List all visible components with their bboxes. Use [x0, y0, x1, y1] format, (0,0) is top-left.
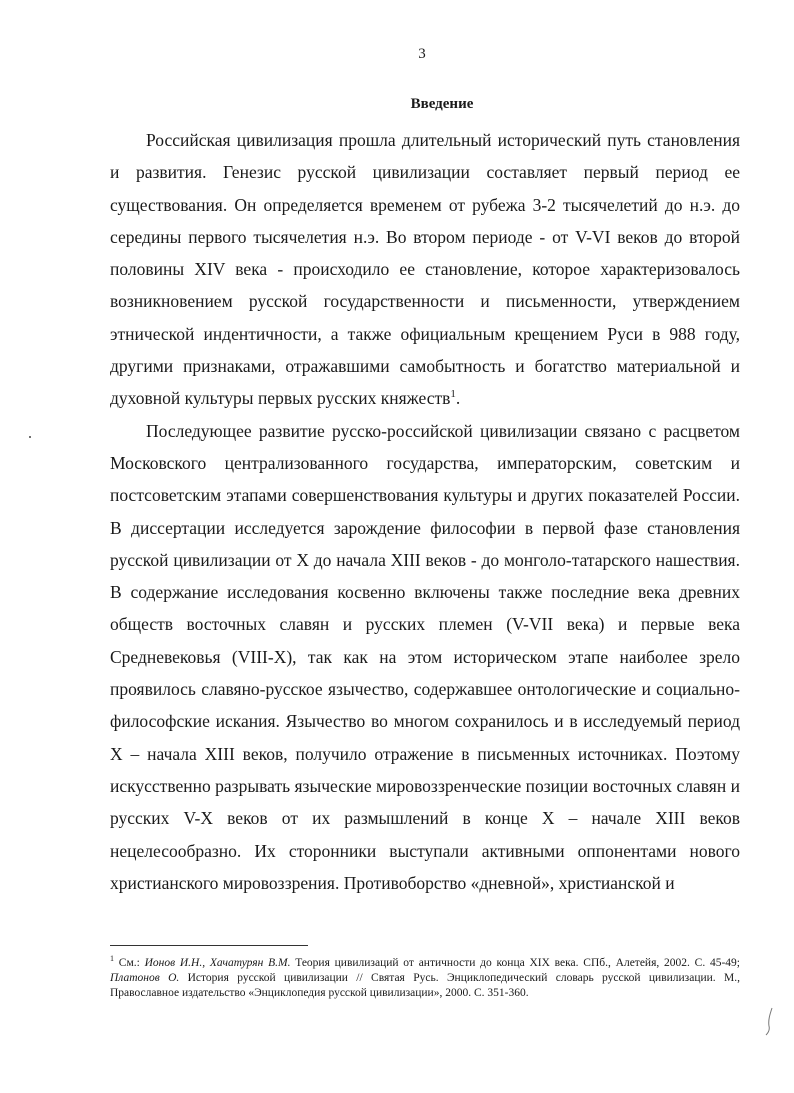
paragraph-2: Последующее развитие русско-российской цивилизации связано с расцветом Московского централизованного государства, императорским, советским и постсоветским этапами совершенствования культуры и других показателей России. В диссертации исследуется зарождение философии в первой фазе становления русской цивилизации от X до начала XIII веков - до монголо-татарского нашествия. В содержание исследования косвенно включены также последние века древних обществ восточных славян и русских племен (V-VII века) и первые века Средневековья (VIII-X), так как на этом историческом этапе наиболее зрело проявилось славяно-русское язычество, содержавшее онтологические и социально-философские искания. Язычество во многом сохранилось и в исследуемый период X – начала XIII веков, получило отражение в письменных источниках. Поэтому искусственно разрывать языческие мировоззренческие позиции восточных славян и русских V-X веков от их размышлений в конце X – начале XIII веков нецелесообразно. Их сторонники выступали активными оппонентами нового христианского мировоззрения. Противоборство «дневной», христианской и — [110, 420, 740, 893]
footnote-author-1: Ионов И.Н., Хачатурян В.М. — [144, 956, 291, 969]
footnote-reference[interactable]: 1 — [450, 388, 456, 401]
paragraph-1-text: Российская цивилизация прошла длительный исторический путь становления и развития. Генезис русской цивилизации составляет первый период ее существования. Он определяется временем от рубежа 3-2 тысячелетий до н.э. до середины первого тысячелетия н.э. Во втором периоде - от V-VI веков до второй половины XIV века - происходило ее становление, которое характеризовалось возникновением русской государственности и письменности, утверждением этнической индентичности, а также официальным крещением Руси в 988 году, другими признаками, отражавшими самобытность и богатство материальной и духовной культуры первых русских княжеств — [110, 130, 740, 409]
footnote — [110, 951, 740, 1001]
section-title: Введение — [410, 96, 474, 112]
page-number: 3 — [418, 46, 426, 62]
footnote-author-2: Платонов О. — [110, 971, 180, 984]
paragraph-1 — [110, 124, 740, 415]
footnote-text-2: История русской цивилизации // Святая Русь. Энциклопедический словарь русской цивилизации. М., Православное издательство «Энциклопедия русской цивилизации», 2000. С. 351-360. — [110, 971, 740, 999]
paragraph-1-end: . — [455, 388, 461, 409]
footnote-prefix: См.: — [118, 956, 145, 969]
footnote-text-1: Теория цивилизаций от античности до конца XIX века. СПб., Алетейя, 2002. С. 45-49; — [290, 956, 741, 969]
footnote-divider — [110, 945, 308, 946]
footnote-marker: 1 — [110, 954, 114, 963]
body-text — [110, 124, 740, 899]
scan-speck — [29, 436, 31, 438]
scan-mark — [764, 1006, 774, 1036]
